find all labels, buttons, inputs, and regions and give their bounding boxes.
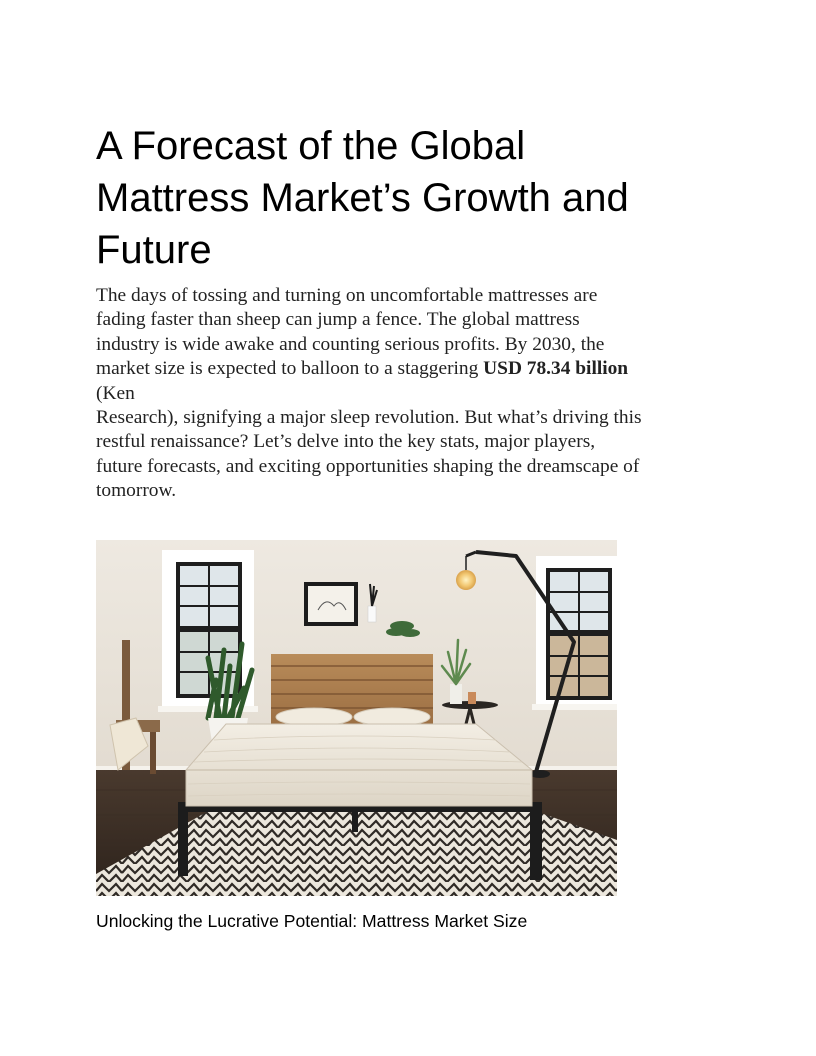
intro-line: fading faster than sheep can jump a fence. The global mattress xyxy=(96,309,580,331)
intro-line: future forecasts, and exciting opportunities shaping the dreamscape of xyxy=(96,455,640,477)
intro-line: (Ken xyxy=(96,382,135,404)
intro-line xyxy=(96,357,726,381)
page-title xyxy=(96,120,716,276)
intro-line: The days of tossing and turning on uncomfortable mattresses are xyxy=(96,285,598,306)
intro-line: Research), signifying a major sleep revolution. But what’s driving this xyxy=(96,407,642,429)
intro-paragraph xyxy=(96,284,726,504)
title-line: Future xyxy=(96,228,212,272)
figure-caption: Unlocking the Lucrative Potential: Mattress Market Size xyxy=(96,911,528,931)
intro-text: market size is expected to balloon to a staggering xyxy=(96,358,484,380)
market-size-highlight: USD 78.34 billion xyxy=(483,358,629,380)
bedroom-photo xyxy=(96,540,617,896)
intro-line: tomorrow. xyxy=(96,480,177,502)
intro-line: restful renaissance? Let’s delve into the key stats, major players, xyxy=(96,431,596,453)
title-line: Mattress Market’s Growth and xyxy=(96,176,629,220)
title-line: A Forecast of the Global xyxy=(96,124,526,168)
intro-line: industry is wide awake and counting serious profits. By 2030, the xyxy=(96,333,605,355)
